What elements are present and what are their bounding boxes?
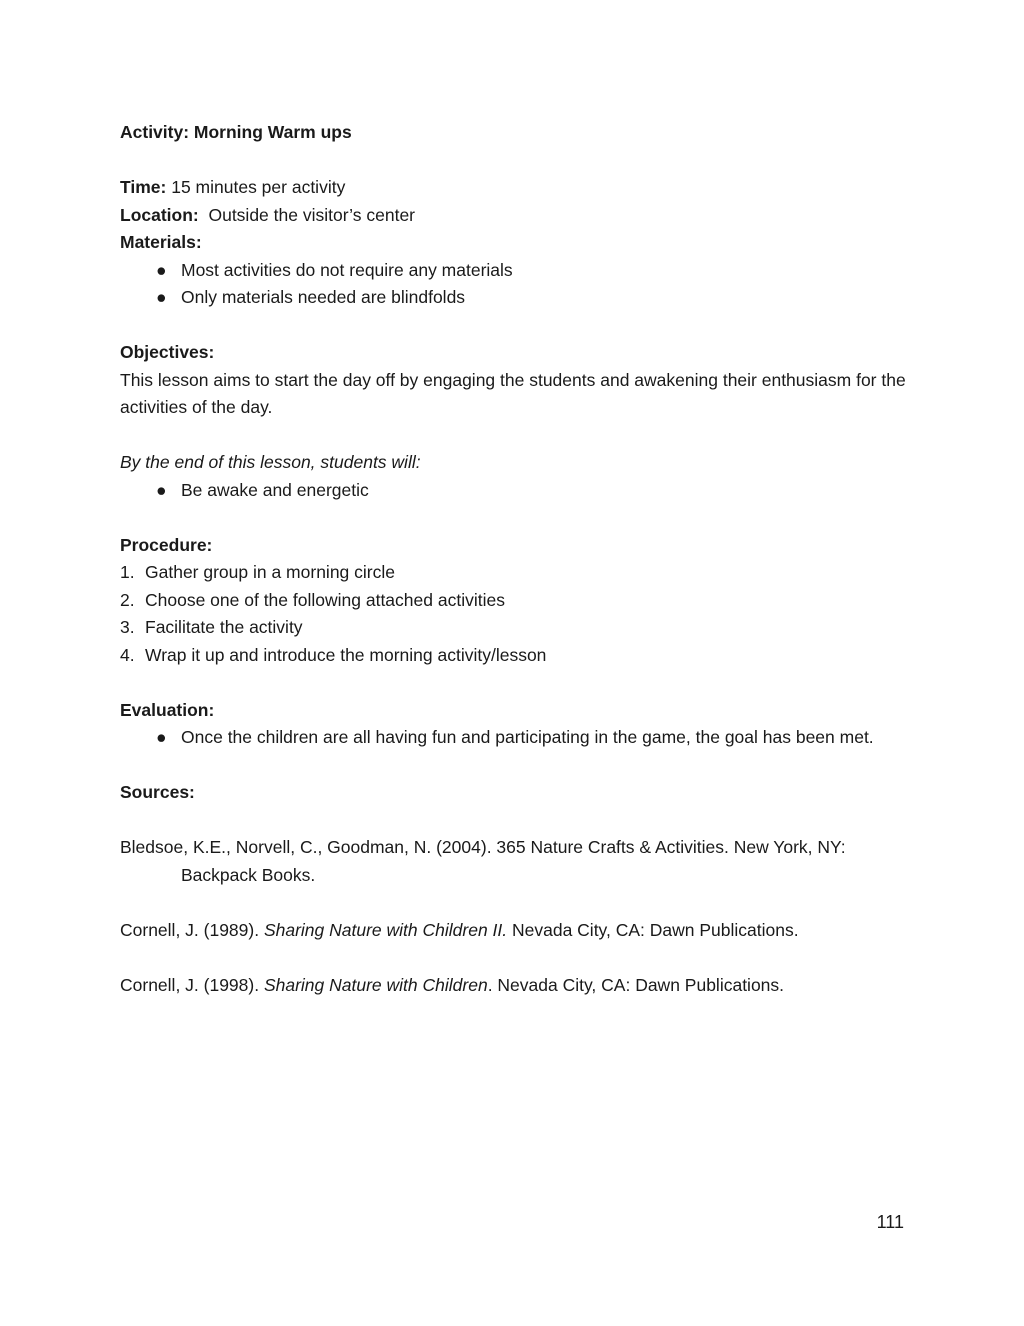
objectives-label: Objectives:	[120, 342, 215, 362]
sources-label: Sources:	[120, 782, 195, 802]
bullet-icon: ●	[156, 287, 167, 307]
document-body	[120, 119, 910, 999]
bullet-icon: ●	[156, 727, 167, 747]
activity-title: Activity: Morning Warm ups	[120, 122, 352, 142]
location-line	[120, 202, 910, 230]
bullet-icon: ●	[156, 479, 167, 500]
step-number: 3.	[120, 617, 135, 637]
reference-text: Bledsoe, K.E., Norvell, C., Goodman, N. (2004). 365 Nature Crafts & Activities. New York, NY: Backpack Books.	[120, 837, 846, 885]
reference-publisher: Nevada City, CA: Dawn Publications.	[507, 919, 799, 940]
list-item	[120, 642, 910, 670]
location-label: Location:	[120, 204, 199, 225]
materials-label: Materials:	[120, 232, 202, 252]
location-value: Outside the visitor’s center	[198, 204, 416, 225]
time-line	[120, 174, 910, 202]
bullet-icon: ●	[156, 259, 167, 280]
source-reference	[120, 834, 910, 889]
reference-title: Sharing Nature with Children II.	[263, 919, 508, 940]
material-item: Only materials needed are blindfolds	[181, 287, 466, 307]
reference-text: Cornell, J. (1989).	[120, 919, 264, 940]
reference-text: Cornell, J. (1998).	[120, 974, 264, 995]
source-reference	[120, 917, 910, 945]
step-text: Facilitate the activity	[145, 617, 303, 637]
list-item	[120, 614, 910, 642]
source-reference	[120, 972, 910, 1000]
list-item	[120, 559, 910, 587]
step-text: Choose one of the following attached activities	[145, 589, 505, 610]
list-item	[120, 477, 910, 505]
list-item	[120, 587, 910, 615]
step-text: Wrap it up and introduce the morning activity/lesson	[145, 644, 547, 665]
step-number: 1.	[120, 562, 135, 582]
time-label: Time:	[120, 177, 167, 197]
material-item: Most activities do not require any materials	[181, 259, 513, 280]
step-number: 2.	[120, 589, 135, 610]
time-value: 15 minutes per activity	[166, 177, 346, 197]
procedure-label: Procedure:	[120, 534, 213, 555]
list-item	[120, 257, 910, 285]
step-text: Gather group in a morning circle	[145, 562, 395, 582]
list-item	[120, 284, 910, 312]
objectives-intro: By the end of this lesson, students will:	[120, 452, 421, 472]
reference-publisher: . Nevada City, CA: Dawn Publications.	[487, 974, 785, 995]
objective-item: Be awake and energetic	[181, 479, 369, 500]
evaluation-label: Evaluation:	[120, 699, 215, 720]
page-number: 111	[876, 1212, 904, 1232]
list-item	[120, 724, 910, 752]
evaluation-item: Once the children are all having fun and participating in the game, the goal has been met.	[181, 727, 874, 747]
objectives-text: This lesson aims to start the day off by engaging the students and awakening their enthusiasm for the activities of the day.	[120, 369, 906, 417]
reference-title: Sharing Nature with Children	[263, 974, 488, 995]
step-number: 4.	[120, 644, 135, 665]
